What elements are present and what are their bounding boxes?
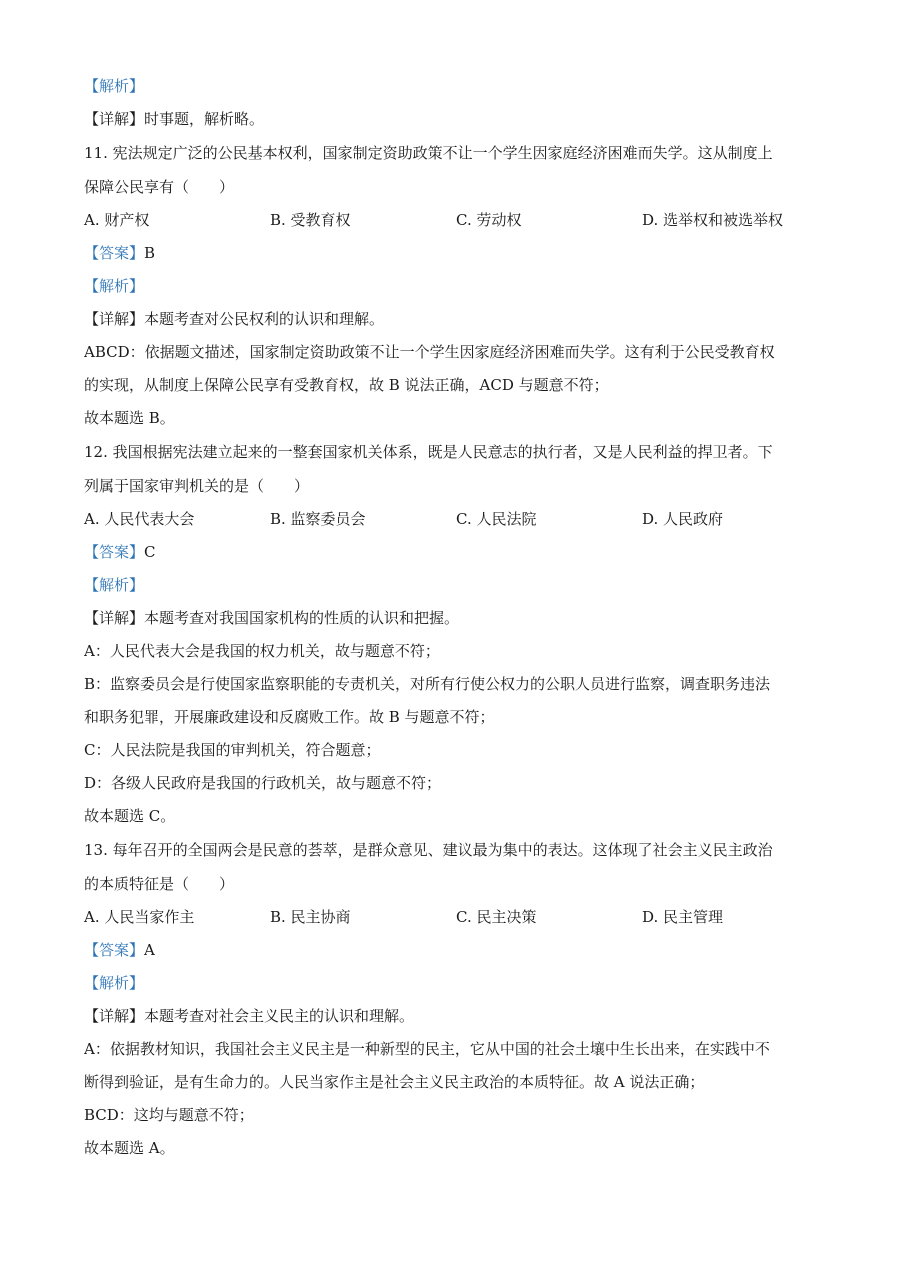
- explanation-text: 断得到验证，是有生命力的。人民当家作主是社会主义民主政治的本质特征。故 A 说法正确；: [84, 1073, 705, 1091]
- answer-line: [84, 237, 824, 270]
- analysis-tag: 【解析】: [84, 974, 145, 992]
- option-item: D. 选举权和被选举权: [642, 211, 784, 229]
- question-text: 保障公民享有（ ）: [84, 178, 235, 196]
- question-text: 13. 每年召开的全国两会是民意的荟萃，是群众意见、建议最为集中的表达。这体现了社会主义民主政治: [84, 841, 773, 859]
- option-item: C. 民主决策: [456, 908, 537, 926]
- option-item: B. 民主协商: [270, 908, 351, 926]
- analysis-tag: 【解析】: [84, 77, 145, 95]
- answer-label: 【答案】: [84, 941, 145, 959]
- detail-heading: 【详解】本题考查对社会主义民主的认识和理解。: [84, 1007, 415, 1025]
- answer-value: B: [144, 244, 156, 262]
- option-item: D. 人民政府: [642, 510, 724, 528]
- option-item: A. 人民当家作主: [84, 908, 195, 926]
- question-text: 11. 宪法规定广泛的公民基本权利，国家制定资助政策不让一个学生因家庭经济困难而失学。这从制度上: [84, 144, 773, 162]
- option-item: B. 监察委员会: [270, 510, 366, 528]
- explanation-text: 故本题选 A。: [84, 1139, 175, 1157]
- answer-options: [84, 901, 824, 934]
- answer-line: [84, 934, 824, 967]
- option-item: B. 受教育权: [270, 211, 351, 229]
- detail-heading: 【详解】时事题，解析略。: [84, 110, 265, 128]
- explanation-text: D：各级人民政府是我国的行政机关，故与题意不符；: [84, 774, 442, 792]
- question-text: 12. 我国根据宪法建立起来的一整套国家机关体系，既是人民意志的执行者，又是人民利益的捍卫者。下: [84, 443, 773, 461]
- option-item: C. 劳动权: [456, 211, 522, 229]
- detail-heading: 【详解】本题考查对我国国家机构的性质的认识和把握。: [84, 609, 460, 627]
- explanation-text: B：监察委员会是行使国家监察职能的专责机关，对所有行使公权力的公职人员进行监察，调查职务违法: [84, 675, 771, 693]
- explanation-text: 故本题选 C。: [84, 807, 176, 825]
- explanation-text: 故本题选 B。: [84, 409, 175, 427]
- explanation-text: 和职务犯罪，开展廉政建设和反腐败工作。故 B 与题意不符；: [84, 708, 495, 726]
- explanation-text: A：人民代表大会是我国的权力机关，故与题意不符；: [84, 642, 440, 660]
- answer-options: [84, 204, 824, 237]
- analysis-tag: 【解析】: [84, 576, 145, 594]
- explanation-text: C：人民法院是我国的审判机关，符合题意；: [84, 741, 381, 759]
- document-page: [84, 70, 824, 1165]
- answer-options: [84, 503, 824, 536]
- option-item: A. 人民代表大会: [84, 510, 195, 528]
- explanation-text: BCD：这均与题意不符；: [84, 1106, 254, 1124]
- answer-value: A: [144, 941, 155, 959]
- answer-line: [84, 536, 824, 569]
- explanation-text: A：依据教材知识，我国社会主义民主是一种新型的民主，它从中国的社会土壤中生长出来，在实践中不: [84, 1040, 770, 1058]
- explanation-text: ABCD：依据题文描述，国家制定资助政策不让一个学生因家庭经济困难而失学。这有利于公民受教育权: [84, 343, 775, 361]
- option-item: C. 人民法院: [456, 510, 537, 528]
- answer-label: 【答案】: [84, 543, 145, 561]
- answer-label: 【答案】: [84, 244, 145, 262]
- answer-value: C: [144, 543, 156, 561]
- analysis-tag: 【解析】: [84, 277, 145, 295]
- question-text: 的本质特征是（ ）: [84, 875, 235, 893]
- question-text: 列属于国家审判机关的是（ ）: [84, 477, 310, 495]
- detail-heading: 【详解】本题考查对公民权利的认识和理解。: [84, 310, 385, 328]
- explanation-text: 的实现，从制度上保障公民享有受教育权，故 B 说法正确，ACD 与题意不符；: [84, 376, 609, 394]
- option-item: A. 财产权: [84, 211, 150, 229]
- option-item: D. 民主管理: [642, 908, 724, 926]
